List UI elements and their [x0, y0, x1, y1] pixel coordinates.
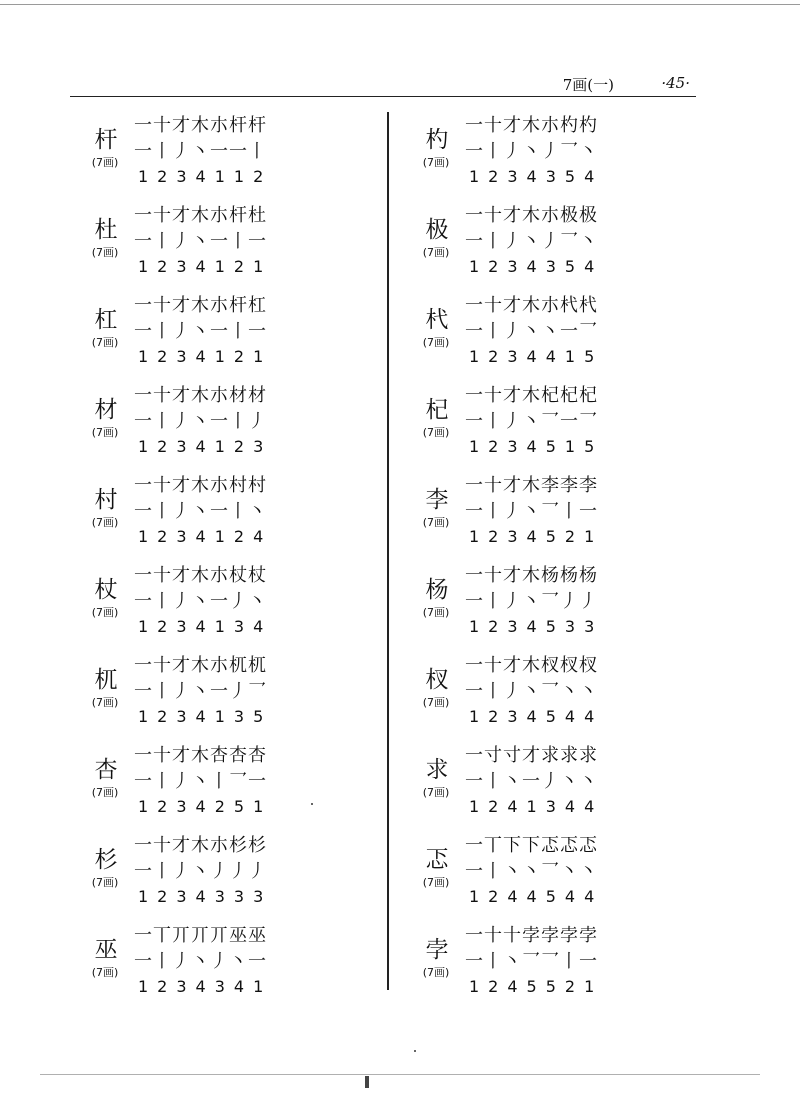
stroke-count-label: (7画) — [422, 786, 450, 799]
stroke-sequence: 一十才木李李李 — [465, 475, 598, 496]
character-glyph: 求 — [425, 757, 449, 783]
stroke-sequence: 一十才木朩杙杙 — [465, 295, 598, 316]
stroke-numbers: 1234354 — [469, 167, 604, 186]
scan-edge-line — [40, 1074, 760, 1075]
stroke-numbers: 1234341 — [138, 977, 273, 996]
stroke-count-label: (7画) — [422, 696, 450, 709]
stroke-count-label: (7画) — [422, 246, 450, 259]
stroke-count-label: (7画) — [422, 336, 450, 349]
character-entry — [409, 114, 659, 204]
stroke-sequence: 一十才木朩杆杜 — [134, 205, 267, 226]
stroke-count-label: (7画) — [422, 516, 450, 529]
character-entry — [78, 744, 328, 834]
stroke-types: 一丨丶丶乛丶丶 — [465, 861, 598, 882]
character-glyph: 杙 — [425, 307, 449, 333]
stroke-sequence: 一丅丌丌丌巫巫 — [134, 925, 267, 946]
character-entry — [409, 924, 659, 1014]
left-column — [78, 114, 328, 1014]
stroke-count-label: (7画) — [422, 606, 450, 619]
stroke-numbers: 1234415 — [469, 347, 604, 366]
stroke-sequence: 一十才木杈杈杈 — [465, 655, 598, 676]
stroke-numbers: 1245521 — [469, 977, 604, 996]
stroke-sequence: 一十才木朩杌杌 — [134, 655, 267, 676]
stroke-numbers: 1234121 — [138, 347, 273, 366]
stroke-numbers: 1234533 — [469, 617, 604, 636]
character-glyph: 杨 — [425, 577, 449, 603]
character-glyph: 杌 — [94, 667, 118, 693]
column-divider — [387, 112, 389, 990]
character-glyph: 巫 — [94, 937, 118, 963]
stroke-sequence: 一十才木朩杆杆 — [134, 115, 267, 136]
page-header — [70, 72, 696, 97]
stroke-count-label: (7画) — [91, 606, 119, 619]
character-entry — [409, 564, 659, 654]
stroke-types: 一丨丿丶乛丶丶 — [465, 681, 598, 702]
character-glyph: 杞 — [425, 397, 449, 423]
stroke-sequence: 一丅下下忑忑忑 — [465, 835, 598, 856]
stroke-types: 一丨丿丶丿丿丿 — [134, 861, 267, 882]
character-glyph: 杖 — [94, 577, 118, 603]
character-glyph: 杜 — [94, 217, 118, 243]
character-entry — [78, 384, 328, 474]
character-glyph: 忑 — [425, 847, 449, 873]
stroke-sequence: 一十才木朩材材 — [134, 385, 267, 406]
character-entry — [78, 204, 328, 294]
stroke-sequence: 一十才木朩杓杓 — [465, 115, 598, 136]
stroke-count-label: (7画) — [422, 426, 450, 439]
stroke-count-label: (7画) — [91, 516, 119, 529]
stroke-types: 一丨丿丶一丿乛 — [134, 681, 267, 702]
character-entry — [409, 474, 659, 564]
character-entry — [409, 294, 659, 384]
character-entry — [409, 204, 659, 294]
character-entry — [409, 744, 659, 834]
stroke-sequence: 一十十孛孛孛孛 — [465, 925, 598, 946]
stroke-types: 一丨丿丶乛一乛 — [465, 411, 598, 432]
stroke-types: 一丨丿丶一丨丶 — [134, 501, 267, 522]
stroke-numbers: 1234544 — [469, 707, 604, 726]
stroke-sequence: 一十才木杨杨杨 — [465, 565, 598, 586]
stroke-sequence: 一十才木杏杏杏 — [134, 745, 267, 766]
stroke-numbers: 1234134 — [138, 617, 273, 636]
scan-binding-mark — [365, 1076, 369, 1088]
character-entry — [409, 384, 659, 474]
stroke-types: 一丨丶一丿丶丶 — [465, 771, 598, 792]
stroke-count-label: (7画) — [91, 876, 119, 889]
character-glyph: 孛 — [425, 937, 449, 963]
stroke-types: 一丨丿丶一丿丶 — [134, 591, 267, 612]
stroke-count-label: (7画) — [91, 426, 119, 439]
character-glyph: 极 — [425, 217, 449, 243]
stroke-types: 一丨丿丶丿乛丶 — [465, 141, 598, 162]
character-glyph: 杓 — [425, 127, 449, 153]
character-glyph: 材 — [94, 397, 118, 423]
stroke-sequence: 一十才木朩极极 — [465, 205, 598, 226]
character-entry — [78, 834, 328, 924]
character-glyph: 杈 — [425, 667, 449, 693]
stroke-sequence: 一十才木杞杞杞 — [465, 385, 598, 406]
stroke-numbers: 1244544 — [469, 887, 604, 906]
stroke-numbers: 1234124 — [138, 527, 273, 546]
stroke-numbers: 1234354 — [469, 257, 604, 276]
stroke-numbers: 1234121 — [138, 257, 273, 276]
character-glyph: 李 — [425, 487, 449, 513]
character-glyph: 杉 — [94, 847, 118, 873]
stroke-sequence: 一十才木朩杉杉 — [134, 835, 267, 856]
stroke-sequence: 一十才木朩杆杠 — [134, 295, 267, 316]
stroke-numbers: 1234135 — [138, 707, 273, 726]
stroke-count-label: (7画) — [91, 246, 119, 259]
stroke-numbers: 1234251 — [138, 797, 273, 816]
stroke-types: 一丨丿丶丿丶一 — [134, 951, 267, 972]
stroke-count-label: (7画) — [422, 876, 450, 889]
stroke-count-label: (7画) — [91, 156, 119, 169]
stroke-numbers: 1234333 — [138, 887, 273, 906]
character-entry — [78, 294, 328, 384]
character-glyph: 杆 — [94, 127, 118, 153]
stroke-numbers: 1234112 — [138, 167, 273, 186]
page-number: ·45· — [661, 74, 690, 92]
stroke-types: 一丨丿丶乛丿丿 — [465, 591, 598, 612]
character-glyph: 杠 — [94, 307, 118, 333]
stroke-types: 一丨丶乛乛丨一 — [465, 951, 598, 972]
stroke-count-label: (7画) — [422, 156, 450, 169]
character-entry — [78, 654, 328, 744]
stroke-numbers: 1234515 — [469, 437, 604, 456]
stroke-count-label: (7画) — [91, 336, 119, 349]
character-entry — [409, 654, 659, 744]
stroke-sequence: 一十才木朩村村 — [134, 475, 267, 496]
stroke-types: 一丨丿丶丨乛一 — [134, 771, 267, 792]
stroke-types: 一丨丿丶乛丨一 — [465, 501, 598, 522]
stroke-types: 一丨丿丶一丨一 — [134, 321, 267, 342]
stroke-types: 一丨丿丶丶一乛 — [465, 321, 598, 342]
character-glyph: 杏 — [94, 757, 118, 783]
stroke-types: 一丨丿丶一丨一 — [134, 231, 267, 252]
stroke-count-label: (7画) — [91, 966, 119, 979]
stroke-sequence: 一十才木朩杖杖 — [134, 565, 267, 586]
character-entry — [409, 834, 659, 924]
character-entry — [78, 114, 328, 204]
right-column — [409, 114, 659, 1014]
character-entry — [78, 474, 328, 564]
scan-edge-line — [0, 4, 800, 5]
scan-speck — [414, 1050, 416, 1052]
stroke-numbers: 1241344 — [469, 797, 604, 816]
stroke-count-label: (7画) — [91, 696, 119, 709]
stroke-sequence: 一寸寸才求求求 — [465, 745, 598, 766]
character-glyph: 村 — [94, 487, 118, 513]
stroke-count-label: (7画) — [422, 966, 450, 979]
stroke-types: 一丨丿丶丿乛丶 — [465, 231, 598, 252]
character-entry — [78, 924, 328, 1014]
stroke-count-label: (7画) — [91, 786, 119, 799]
stroke-numbers: 1234123 — [138, 437, 273, 456]
character-entry — [78, 564, 328, 654]
stroke-numbers: 1234521 — [469, 527, 604, 546]
stroke-types: 一丨丿丶一丨丿 — [134, 411, 267, 432]
section-title: 7画(一) — [562, 76, 614, 94]
stroke-types: 一丨丿丶一一丨 — [134, 141, 267, 162]
scan-speck — [311, 803, 313, 805]
